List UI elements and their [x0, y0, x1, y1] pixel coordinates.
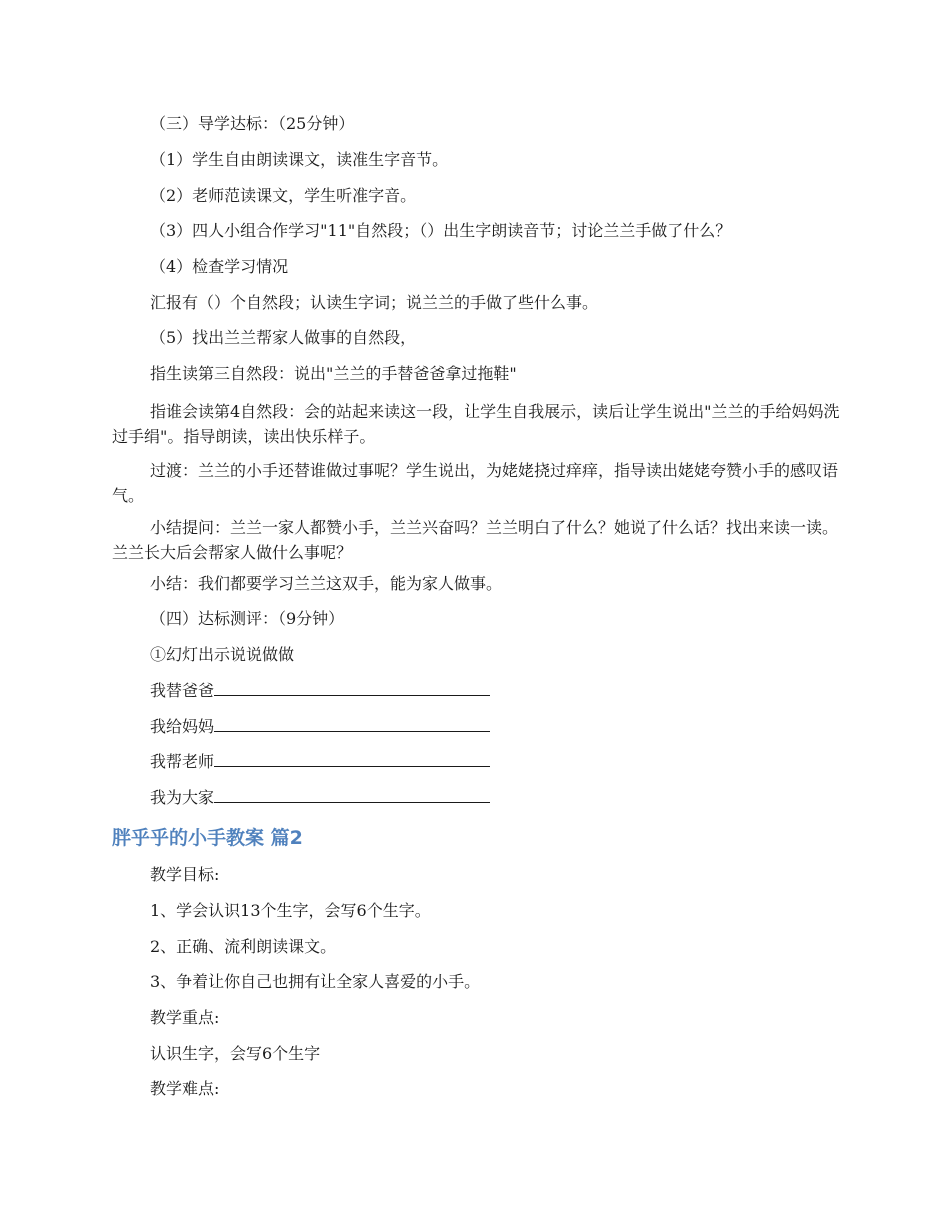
step-3: （3）四人小组合作学习"11"自然段；（）出生字朗读音节；讨论兰兰手做了什么？	[150, 221, 732, 240]
fill-line-label: 我给妈妈	[150, 717, 215, 736]
objective-3: 3、争着让你自己也拥有让全家人喜爱的小手。	[150, 972, 481, 991]
section-3-title: （三）导学达标：（25分钟）	[150, 114, 355, 133]
report-line: 汇报有（）个自然段；认读生字词；说兰兰的手做了些什么事。	[150, 293, 599, 312]
objectives-label: 教学目标:	[150, 865, 220, 884]
fill-line-1	[150, 680, 490, 701]
read-para-3: 指生读第三自然段：说出"兰兰的手替爸爸拿过拖鞋"	[150, 364, 517, 383]
fill-line-3	[150, 751, 490, 772]
transition-para: 过渡：兰兰的小手还替谁做过事呢？学生说出，为姥姥挠过痒痒，指导读出姥姥夸赞小手的感叹语气。	[112, 461, 839, 505]
fill-line-2	[150, 716, 490, 737]
fill-blank	[214, 716, 490, 732]
key-points-text: 认识生字，会写6个生字	[150, 1044, 321, 1063]
fill-line-label: 我替爸爸	[150, 681, 215, 700]
section-4-title: （四）达标测评：（9分钟）	[150, 609, 345, 628]
fill-line-label: 我为大家	[150, 788, 215, 807]
fill-line-label: 我帮老师	[150, 752, 215, 771]
objective-1: 1、学会认识13个生字，会写6个生字。	[150, 901, 431, 920]
step-1: （1）学生自由朗读课文，读准生字音节。	[150, 150, 449, 169]
fill-blank	[214, 680, 490, 696]
summary-question-para: 小结提问：兰兰一家人都赞小手，兰兰兴奋吗？兰兰明白了什么？她说了什么话？找出来读一读。兰兰长大后会帮家人做什么事呢？	[112, 518, 839, 562]
fill-blank	[214, 787, 490, 803]
step-2: （2）老师范读课文，学生听准字音。	[150, 186, 417, 205]
step-5: （5）找出兰兰帮家人做事的自然段，	[150, 328, 417, 347]
read-para-4: 指谁会读第4自然段：会的站起来读这一段，让学生自我展示，读后让学生说出"兰兰的手给妈妈洗过手绢"。指导朗读，读出快乐样子。	[112, 402, 840, 446]
summary-line: 小结：我们都要学习兰兰这双手，能为家人做事。	[150, 574, 503, 593]
step-4: （4）检查学习情况	[150, 257, 289, 276]
objective-2: 2、正确、流利朗读课文。	[150, 937, 337, 956]
section-heading: 胖乎乎的小手教案 篇2	[112, 827, 303, 849]
slide-instruction: ①幻灯出示说说做做	[150, 645, 295, 664]
key-points-label: 教学重点:	[150, 1008, 220, 1027]
difficulties-label: 教学难点:	[150, 1079, 220, 1098]
fill-blank	[214, 751, 490, 767]
fill-line-4	[150, 787, 490, 808]
